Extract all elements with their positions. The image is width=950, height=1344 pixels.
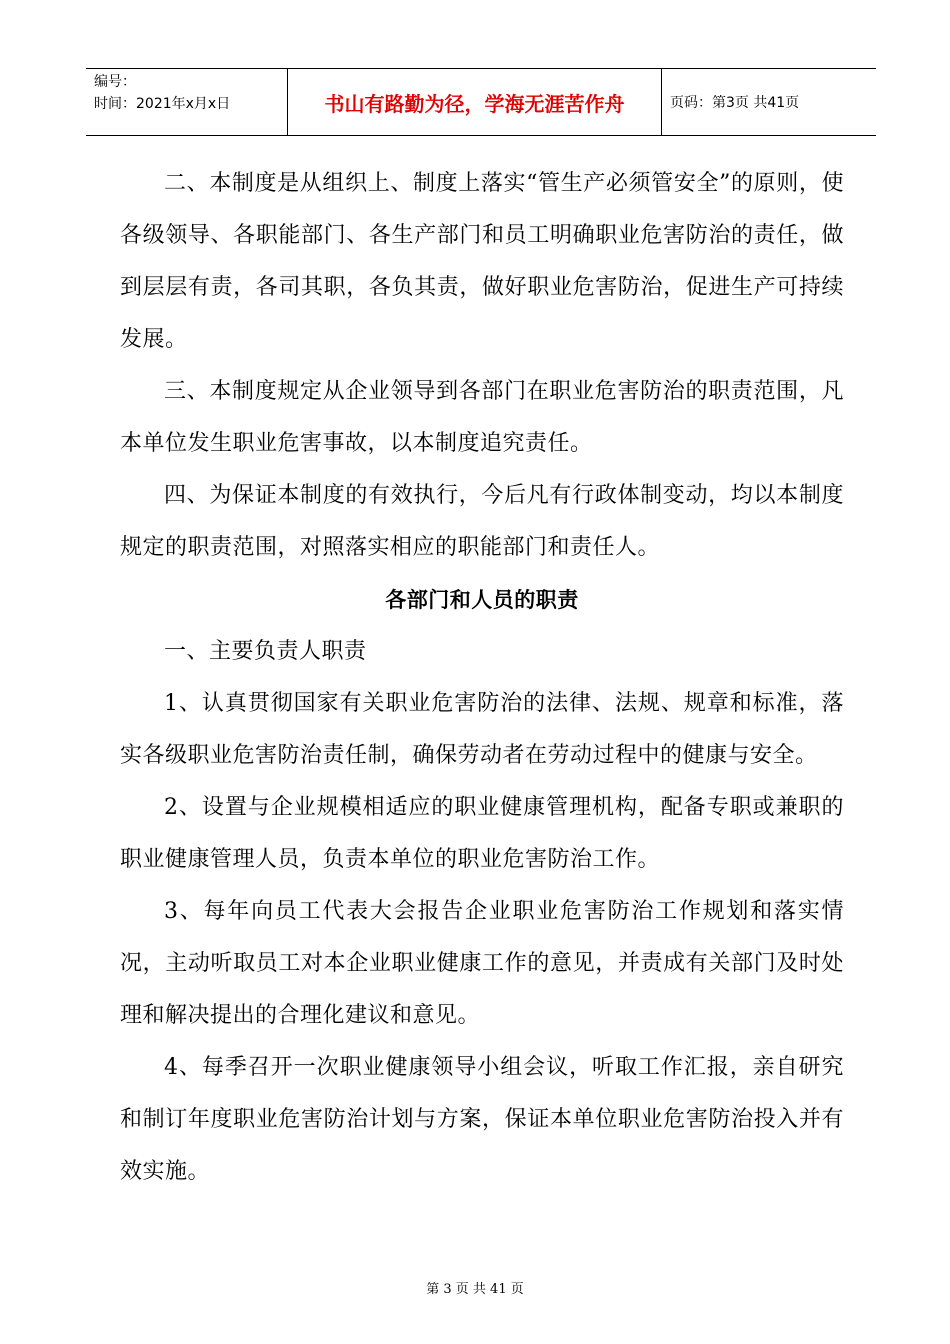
- page-info-text: 页码：第3页 共41页: [670, 95, 800, 111]
- paragraph: 3、每年向员工代表大会报告企业职业危害防治工作规划和落实情况，主动听取员工对本企业职业健康工作的意见，并责成有关部门及时处理和解决提出的合理化建议和意见。: [120, 899, 844, 1028]
- document-time-label: 时间：2021年x月x日: [94, 96, 231, 112]
- paragraph: 三、本制度规定从企业领导到各部门在职业危害防治的职责范围，凡本单位发生职业危害事故，以本制度追究责任。: [120, 379, 844, 456]
- document-body: [120, 158, 844, 1198]
- section-title: 各部门和人员的职责: [385, 588, 579, 612]
- header-meta: [86, 69, 287, 135]
- page-footer: [0, 1278, 950, 1297]
- motto-text: 书山有路勤为径，学海无涯苦作舟: [324, 91, 625, 116]
- footer-page-number: 第 3 页 共 41 页: [426, 1282, 524, 1297]
- paragraph: 二、本制度是从组织上、制度上落实“管生产必须管安全”的原则，使各级领导、各职能部门、各生产部门和员工明确职业危害防治的责任，做到层层有责，各司其职，各负其责，做好职业危害防治，促进生产可持续发展。: [120, 171, 844, 352]
- paragraph: 2、设置与企业规模相适应的职业健康管理机构，配备专职或兼职的职业健康管理人员，负责本单位的职业危害防治工作。: [120, 795, 844, 872]
- header-page-info: [662, 69, 876, 135]
- page-header: [86, 68, 876, 136]
- document-number-label: 编号：: [94, 74, 136, 90]
- subsection-heading: 一、主要负责人职责: [164, 639, 367, 664]
- paragraph: 四、为保证本制度的有效执行，今后凡有行政体制变动，均以本制度规定的职责范围，对照落实相应的职能部门和责任人。: [120, 483, 844, 560]
- paragraph: 1、认真贯彻国家有关职业危害防治的法律、法规、规章和标准，落实各级职业危害防治责任制，确保劳动者在劳动过程中的健康与安全。: [120, 691, 844, 768]
- paragraph: 4、每季召开一次职业健康领导小组会议，听取工作汇报，亲自研究和制订年度职业危害防治计划与方案，保证本单位职业危害防治投入并有效实施。: [120, 1055, 844, 1184]
- header-motto: [287, 69, 662, 135]
